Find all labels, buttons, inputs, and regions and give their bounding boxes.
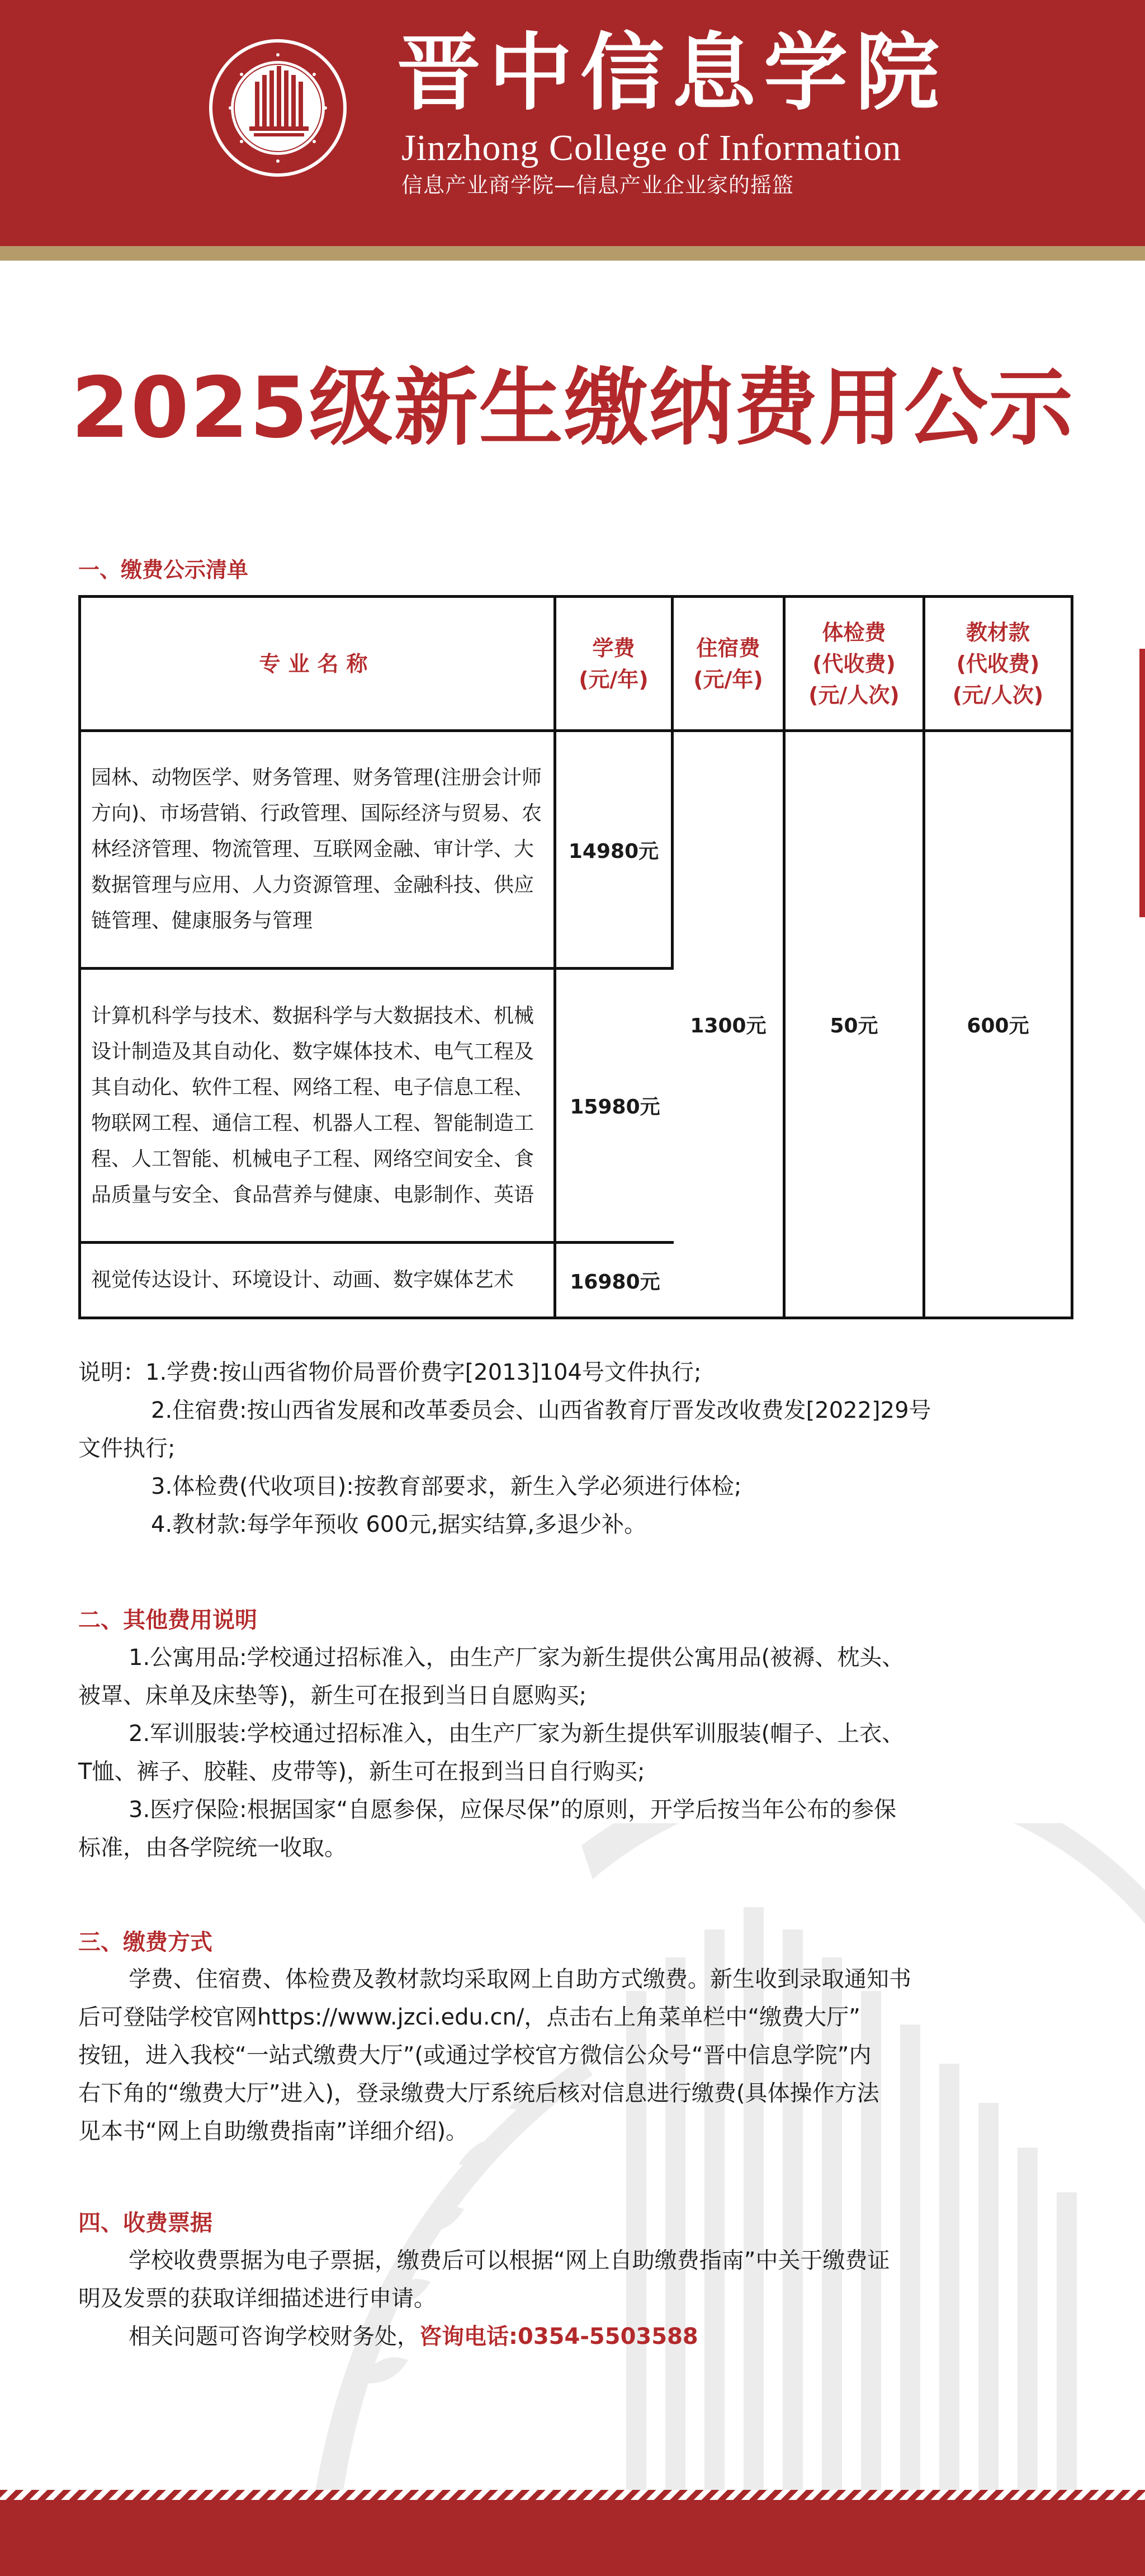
note-line: 2.住宿费:按山西省发展和改革委员会、山西省教育厅晋发改收费发[2022]29号 — [151, 1398, 931, 1423]
text-line: 3.医疗保险:根据国家“自愿参保，应保尽保”的原则，开学后按当年公布的参保 — [129, 1797, 897, 1823]
text-line: 学费、住宿费、体检费及教材款均采取网上自助方式缴费。新生收到录取通知书 — [129, 1966, 911, 1992]
tuition-cell: 16980元 — [570, 1270, 660, 1294]
gold-divider — [0, 246, 1145, 261]
text-line: 按钮，进入我校“一站式缴费大厅”(或通过学校官方微信公众号“晋中信息学院”内 — [78, 2042, 872, 2068]
text-line: 标准，由各学院统一收取。 — [78, 1835, 347, 1861]
header-textbook: 教材款 (代收费) (元/人次) — [925, 598, 1071, 732]
college-name-cn: 晋中信息学院 — [397, 23, 948, 122]
header-major: 专业名称 — [81, 598, 556, 732]
text-line: T恤、裤子、胶鞋、皮带等)，新生可在报到当日自行购买; — [78, 1759, 645, 1785]
text-line: 明及发票的获取详细描述进行申请。 — [78, 2286, 436, 2311]
note-line: 文件执行; — [78, 1436, 176, 1461]
tuition-cell: 15980元 — [556, 970, 674, 1244]
college-slogan: 信息产业商学院—信息产业企业家的摇篮 — [401, 173, 794, 197]
contact-phone: 咨询电话:0354-5503588 — [419, 2324, 698, 2349]
text-line: 右下角的“缴费大厅”进入)，登录缴费大厅系统后核对信息进行缴费(具体操作方法 — [78, 2080, 879, 2106]
fee-notes — [78, 1353, 1079, 1544]
contact-line — [78, 2318, 1079, 2356]
section-heading-other-fees: 二、其他费用说明 — [78, 1607, 257, 1633]
receipts-text — [78, 2242, 1079, 2356]
text-line: 学校收费票据为电子票据，缴费后可以根据“网上自助缴费指南”中关于缴费证 — [129, 2248, 890, 2273]
section-heading-receipts: 四、收费票据 — [78, 2210, 212, 2236]
majors-cell: 园林、动物医学、财务管理、财务管理(注册会计师方向)、市场营销、行政管理、国际经济与贸易、农林经济管理、物流管理、互联网金融、审计学、大数据管理与应用、人力资源管理、金融科技、供应链管理、健康服务与管理 — [81, 732, 556, 970]
section-heading-payment-method: 三、缴费方式 — [78, 1929, 212, 1955]
side-edge-mark — [1139, 649, 1145, 917]
medical-fee-cell: 50元 — [786, 732, 925, 1317]
text-line: 见本书“网上自助缴费指南”详细介绍)。 — [78, 2119, 469, 2144]
college-name-en: Jinzhong College of Information — [401, 128, 902, 168]
table-row — [81, 732, 1071, 970]
note-line: 3.体检费(代收项目):按教育部要求，新生入学必须进行体检; — [151, 1474, 742, 1499]
payment-method-text — [78, 1960, 1079, 2150]
textbook-fee-cell: 600元 — [967, 1015, 1029, 1037]
logo-watermark-icon — [291, 1823, 1145, 2506]
fee-table — [78, 595, 1073, 1319]
college-logo-icon — [208, 38, 348, 178]
majors-cell: 视觉传达设计、环境设计、动画、数字媒体艺术 — [81, 1244, 556, 1317]
header-tuition: 学费 (元/年) — [556, 598, 674, 732]
other-fees-text — [78, 1639, 1079, 1867]
note-line: 说明：1.学费:按山西省物价局晋价费字[2013]104号文件执行; — [78, 1360, 702, 1385]
table-header-row — [81, 598, 1071, 732]
header-dorm: 住宿费 (元/年) — [674, 598, 786, 732]
contact-prefix: 相关问题可咨询学校财务处， — [129, 2324, 419, 2349]
note-line: 4.教材款:每学年预收 600元,据实结算,多退少补。 — [151, 1512, 647, 1537]
tuition-cell: 14980元 — [556, 732, 674, 970]
dorm-fee-cell: 1300元 — [674, 732, 786, 1317]
page-title: 2025级新生缴纳费用公示 — [71, 360, 1074, 457]
majors-cell: 计算机科学与技术、数据科学与大数据技术、机械设计制造及其自动化、数字媒体技术、电气工程及其自动化、软件工程、网络工程、电子信息工程、物联网工程、通信工程、机器人工程、智能制造工程、人工智能、机械电子工程、网络空间安全、食品质量与安全、食品营养与健康、电影制作、英语 — [81, 970, 556, 1244]
header-medical: 体检费 (代收费) (元/人次) — [786, 598, 925, 732]
section-heading-fee-list: 一、缴费公示清单 — [78, 558, 249, 582]
footer-banner — [0, 2500, 1145, 2576]
text-line: 被罩、床单及床垫等)，新生可在报到当日自愿购买; — [78, 1683, 587, 1709]
text-line: 2.军训服装:学校通过招标准入，由生产厂家为新生提供军训服装(帽子、上衣、 — [129, 1721, 905, 1747]
text-line: 后可登陆学校官网https://www.jzci.edu.cn/，点击右上角菜单栏中“缴费大厅” — [78, 2004, 860, 2030]
text-line: 1.公寓用品:学校通过招标准入，由生产厂家为新生提供公寓用品(被褥、枕头、 — [129, 1645, 905, 1671]
